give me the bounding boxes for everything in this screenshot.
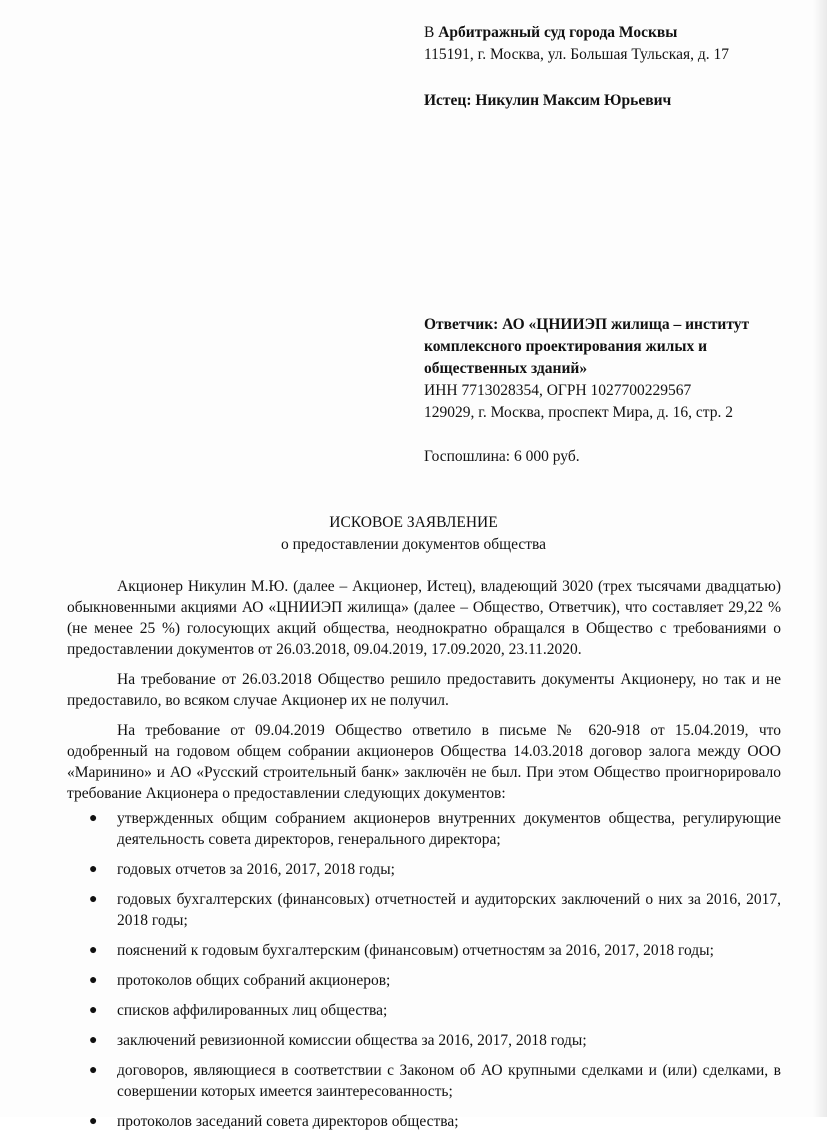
bullet-icon: ●: [89, 862, 98, 877]
defendant-name-line2: комплексного проектирования жилых и: [424, 338, 708, 355]
list-item: ● протоколов заседаний совета директоров общества;: [89, 1113, 459, 1130]
list-item: ● договоров, являющиеся в соответствии с Законом об АО крупными сделками и (или) сделками, в совершении которых имеется заинтересованность;: [89, 1062, 781, 1100]
court-address: 115191, г. Москва, ул. Большая Тульская, д. 17: [424, 46, 729, 63]
plaintiff-block: [424, 90, 804, 112]
list-item: ● заключений ревизионной комиссии общества за 2016, 2017, 2018 годы;: [89, 1032, 587, 1049]
bullet-icon: ●: [89, 811, 98, 826]
defendant-name-line1: Ответчик: АО «ЦНИИЭП жилища – институт: [424, 316, 750, 333]
defendant-ids: ИНН 7713028354, ОГРН 1027700229567: [424, 382, 692, 399]
plaintiff-line: Истец: Никулин Максим Юрьевич: [424, 92, 672, 109]
paragraph-1: Акционер Никулин М.Ю. (далее – Акционер, Истец), владеющий 3020 (трех тысячами двадцатью) обыкновенными акциями АО «ЦНИИЭП жилища» (далее – Общество, Ответчик), что составляет 29,22 % (не менее 25 %) голосующих акций общества, неоднократно обращался в Общество с требованиями о предоставлении документов от 26.03.2018, 09.04.2019, 17.09.2020, 23.11.2020.: [67, 578, 781, 658]
bullet-icon: ●: [89, 1033, 98, 1048]
state-fee: [424, 446, 804, 468]
defendant-name-line3: общественных зданий»: [424, 360, 588, 377]
defendant-block: [424, 314, 804, 424]
list-item: ● пояснений к годовым бухгалтерским (финансовым) отчетностям за 2016, 2017, 2018 годы;: [89, 942, 714, 959]
state-fee-text: Госпошлина: 6 000 руб.: [424, 448, 580, 465]
requested-documents-list: [67, 808, 781, 1132]
list-item: ● протоколов общих собраний акционеров;: [89, 972, 391, 989]
list-item: ● списков аффилированных лиц общества;: [89, 1002, 388, 1019]
bullet-icon: ●: [89, 1063, 98, 1078]
list-item: ● утвержденных общим собранием акционеров внутренних документов общества, регулирующие деятельность совета директоров, генерального директора;: [89, 810, 781, 848]
page-edge-shadow: [813, 0, 827, 1117]
bullet-icon: ●: [89, 1003, 98, 1018]
bullet-icon: ●: [89, 892, 98, 907]
defendant-address: 129029, г. Москва, проспект Мира, д. 16, стр. 2: [424, 404, 733, 421]
court-block: [424, 22, 804, 66]
paragraph-2: На требование от 26.03.2018 Общество решило предоставить документы Акционеру, но так и не предоставило, во всяком случае Акционер их не получил.: [67, 671, 781, 709]
bullet-icon: ●: [89, 1114, 98, 1129]
list-item: ● годовых бухгалтерских (финансовых) отчетностей и аудиторских заключений о них за 2016, 2017, 2018 годы;: [89, 891, 781, 929]
bullet-icon: ●: [89, 943, 98, 958]
title-sub: о предоставлении документов общества: [280, 536, 547, 553]
court-name: Арбитражный суд города Москвы: [438, 24, 678, 41]
claim-body: [67, 576, 781, 1141]
list-item: ● годовых отчетов за 2016, 2017, 2018 годы;: [89, 861, 395, 878]
court-line: [424, 22, 804, 44]
title-main: ИСКОВОЕ ЗАЯВЛЕНИЕ: [329, 514, 498, 531]
document-title: [0, 512, 827, 556]
paragraph-3: На требование от 09.04.2019 Общество ответило в письме № 620-918 от 15.04.2019, что одобренный на годовом общем собрании акционеров Общества 14.03.2018 договор залога между ООО «Маринино» и АО «Русский строительный банк» заключён не был. При этом Общество проигнорировало требование Акционера о предоставлении следующих документов:: [67, 722, 781, 802]
court-prefix: В: [424, 24, 439, 41]
bullet-icon: ●: [89, 973, 98, 988]
